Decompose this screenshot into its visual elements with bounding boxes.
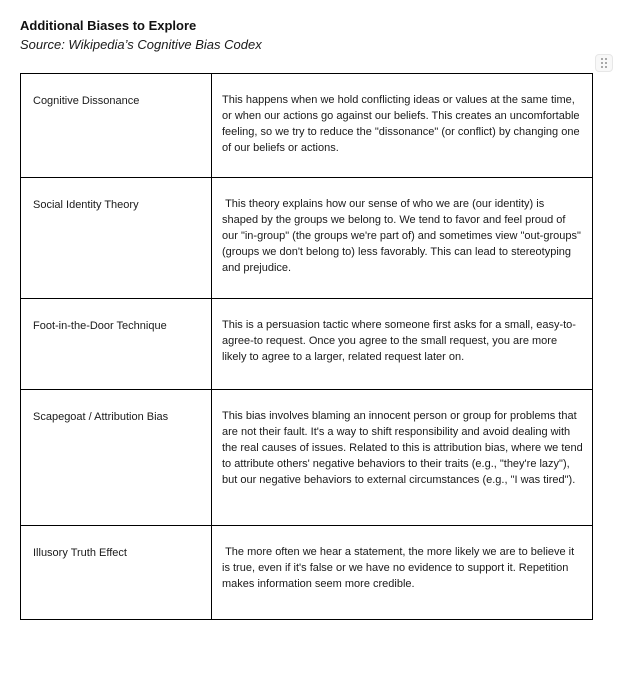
drag-handle-button[interactable] — [595, 54, 613, 72]
table-row — [21, 390, 593, 526]
source-subtitle: Source: Wikipedia’s Cognitive Bias Codex — [20, 37, 262, 52]
bias-description-cell: This bias involves blaming an innocent person or group for problems that are not their fault. It's a way to shift responsibility and avoid dealing with the real causes of issues. Related to this is attribution bias, where we tend to attribute others' negative behaviors to their traits (e.g., "they're lazy"), but our negative behaviors to external circumstances (e.g., "I was tired"). — [212, 390, 593, 526]
bias-description-cell: This happens when we hold conflicting ideas or values at the same time, or when our actions go against our beliefs. This creates an uncomfortable feeling, so we try to reduce the "dissonance" (or conflict) by changing one of our beliefs or actions. — [212, 74, 593, 178]
bias-description-cell: This theory explains how our sense of who we are (our identity) is shaped by the groups we belong to. We tend to favor and feel proud of our "in-group" (the groups we're part of) and sometimes view "out-groups" (groups we don't belong to) less favorably. This can lead to stereotyping and prejudice. — [212, 178, 593, 299]
bias-description-cell: This is a persuasion tactic where someone first asks for a small, easy-to-agree-to request. Once you agree to the small request, you are more likely to agree to a larger, related request later on. — [212, 299, 593, 390]
table-row — [21, 178, 593, 299]
bias-description-cell: The more often we hear a statement, the more likely we are to believe it is true, even if it's false or we have no evidence to support it. Repetition makes information seem more credible. — [212, 526, 593, 620]
bias-term-cell: Cognitive Dissonance — [21, 74, 212, 178]
table-row — [21, 74, 593, 178]
six-dot-drag-handle-icon — [601, 58, 607, 68]
bias-term-cell: Scapegoat / Attribution Bias — [21, 390, 212, 526]
bias-term-cell: Foot-in-the-Door Technique — [21, 299, 212, 390]
bias-term-cell: Illusory Truth Effect — [21, 526, 212, 620]
page-title: Additional Biases to Explore — [20, 18, 197, 33]
table-row — [21, 526, 593, 620]
table-row — [21, 299, 593, 390]
document-header — [20, 18, 262, 53]
bias-term-cell: Social Identity Theory — [21, 178, 212, 299]
biases-table — [20, 73, 593, 620]
